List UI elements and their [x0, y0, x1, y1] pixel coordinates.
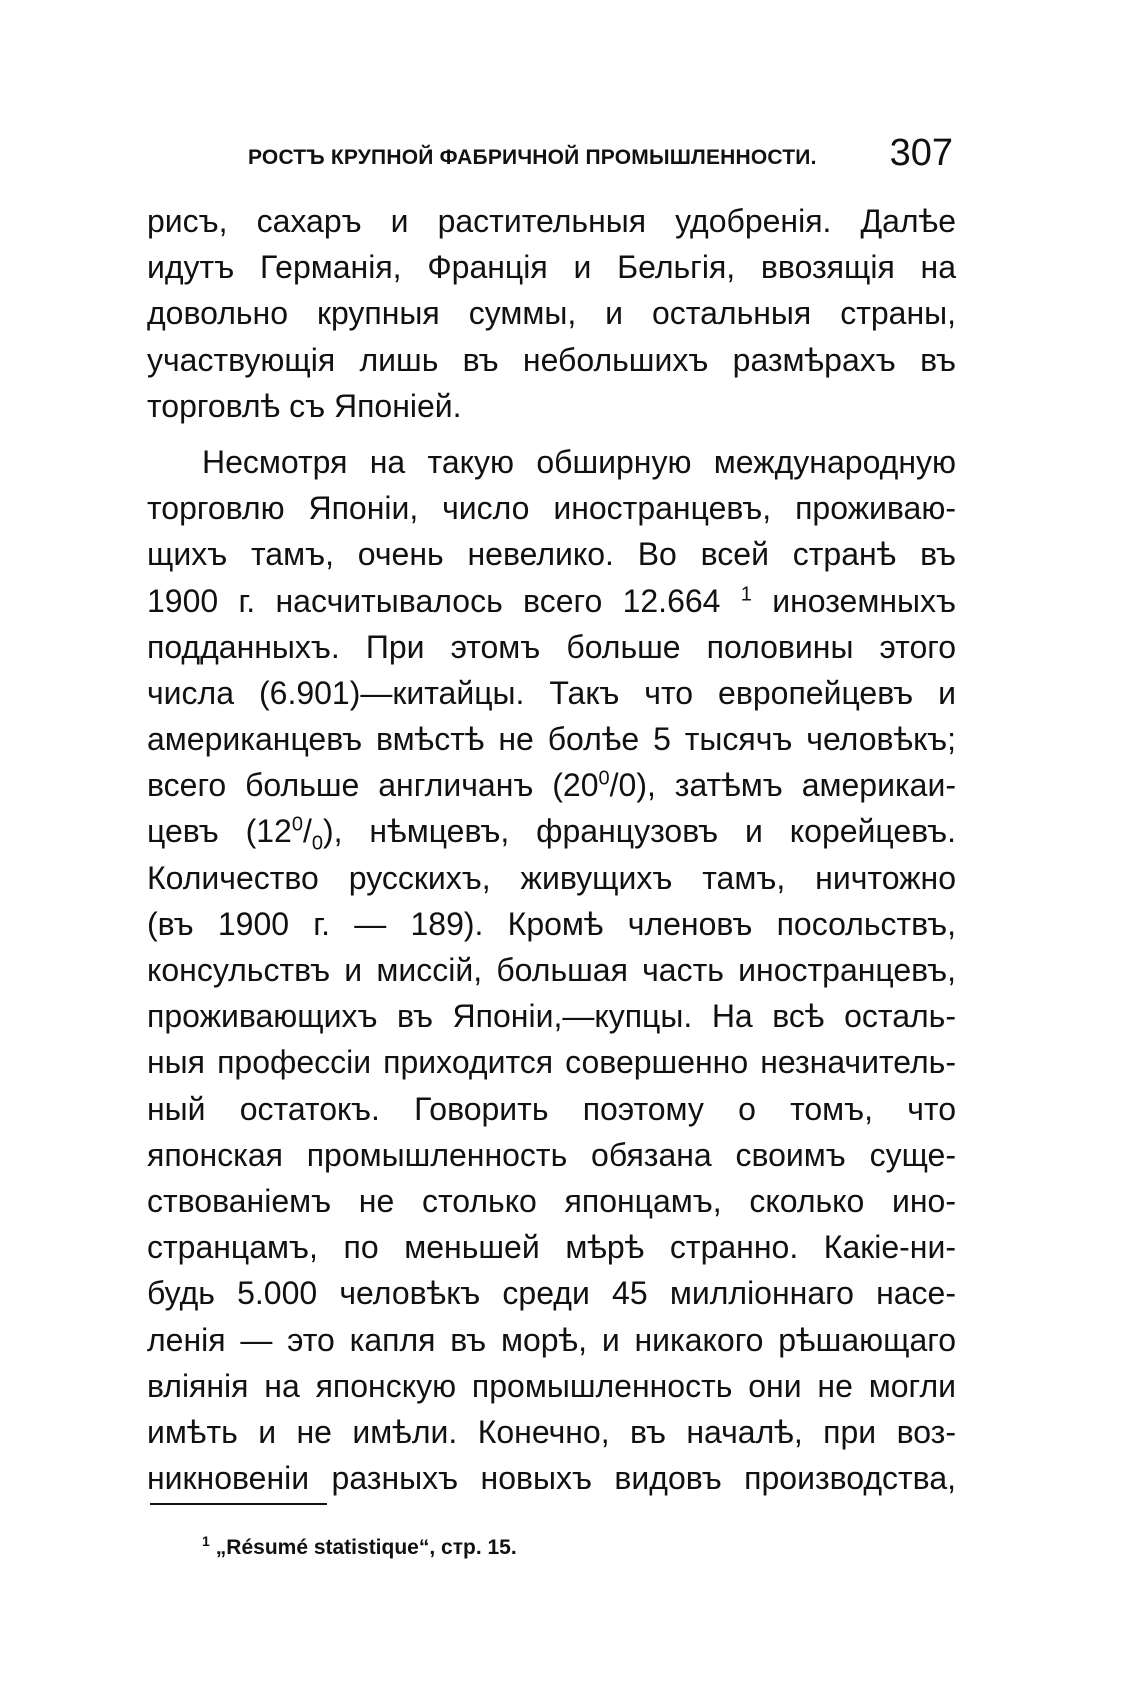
text-line: числа (6.901)—китайцы. Такъ что европейцевъ и — [147, 674, 956, 711]
text-line: участвующія лишь въ небольшихъ размѣрахъ въ — [147, 341, 956, 378]
text-line: ный остатокъ. Говорить поэтому о томъ, что — [147, 1090, 956, 1127]
text-line: проживающихъ въ Японіи,—купцы. На всѣ осталь- — [147, 998, 956, 1035]
percent-superscript: 0 — [291, 813, 303, 836]
text-segment: иноземныхъ — [751, 582, 957, 619]
paragraph-gap — [147, 429, 956, 439]
text-line: консульствъ и миссій, большая часть иностранцевъ, — [147, 952, 956, 988]
text-line: вліянія на японскую промышленность они не могли — [147, 1367, 956, 1404]
text-line: странцамъ, по меньшей мѣрѣ странно. Какіе-ни- — [147, 1229, 956, 1266]
text-line: никновеніи разныхъ новыхъ видовъ производства, — [147, 1460, 956, 1497]
percent-subscript: 0 — [311, 832, 323, 855]
text-segment: всего больше англичанъ (20 — [147, 767, 599, 804]
text-segment: /0), затѣмъ америкаи- — [609, 767, 957, 804]
percent-superscript: 0 — [598, 767, 610, 790]
text-line — [147, 762, 956, 808]
text-line: идутъ Германія, Франція и Бельгія, ввозящія на — [147, 249, 956, 286]
text-segment: 1900 г. насчитывалось всего 12.664 — [147, 582, 741, 619]
text-segment: ), нѣмцевъ, французовъ и корейцевъ. — [322, 813, 957, 850]
text-line: подданныхъ. При этомъ больше половины этого — [147, 628, 956, 665]
text-line — [147, 808, 956, 854]
running-head — [248, 132, 953, 180]
text-line: Количество русскихъ, живущихъ тамъ, ничтожно — [147, 859, 956, 896]
text-line: ленія — это капля въ морѣ, и никакого рѣшающаго — [147, 1321, 956, 1358]
text-segment: / — [302, 813, 312, 850]
text-line: ныя профессіи приходится совершенно незначитель- — [147, 1044, 956, 1081]
text-line: торговлю Японіи, число иностранцевъ, проживаю- — [147, 490, 956, 527]
body-text — [147, 198, 956, 1501]
text-line: американцевъ вмѣстѣ не болѣе 5 тысячъ человѣкъ; — [147, 721, 956, 758]
footnote-mark: 1 — [202, 1533, 210, 1549]
text-line: будь 5.000 человѣкъ среди 45 милліоннаго насе- — [147, 1275, 956, 1312]
text-line: имѣть и не имѣли. Конечно, въ началѣ, при воз- — [147, 1413, 956, 1450]
text-line: щихъ тамъ, очень невелико. Во всей странѣ въ — [147, 536, 956, 573]
running-title: РОСТЪ КРУПНОЙ ФАБРИЧНОЙ ПРОМЫШЛЕННОСТИ. — [248, 146, 817, 169]
text-line: (въ 1900 г. — 189). Кромѣ членовъ посольствъ, — [147, 905, 956, 942]
text-segment: цевъ (12 — [147, 813, 292, 850]
text-line — [147, 578, 956, 624]
page-number: 307 — [889, 132, 953, 174]
text-line: довольно крупныя суммы, и остальныя страны, — [147, 295, 956, 332]
footnote-text: „Résumé statistique“, стр. 15. — [215, 1536, 517, 1559]
text-line: Несмотря на такую обширную международную — [202, 443, 956, 480]
text-line: рисъ, сахаръ и растительныя удобренія. Далѣе — [147, 203, 956, 239]
text-line: японская промышленность обязана своимъ суще- — [147, 1136, 956, 1173]
text-line: ствованіемъ не столько японцамъ, сколько ино- — [147, 1182, 956, 1219]
text-line: торговлѣ съ Японіей. — [147, 387, 462, 424]
footnote-reference: 1 — [740, 582, 752, 605]
footnote — [202, 1533, 517, 1560]
footnote-divider — [150, 1503, 327, 1505]
